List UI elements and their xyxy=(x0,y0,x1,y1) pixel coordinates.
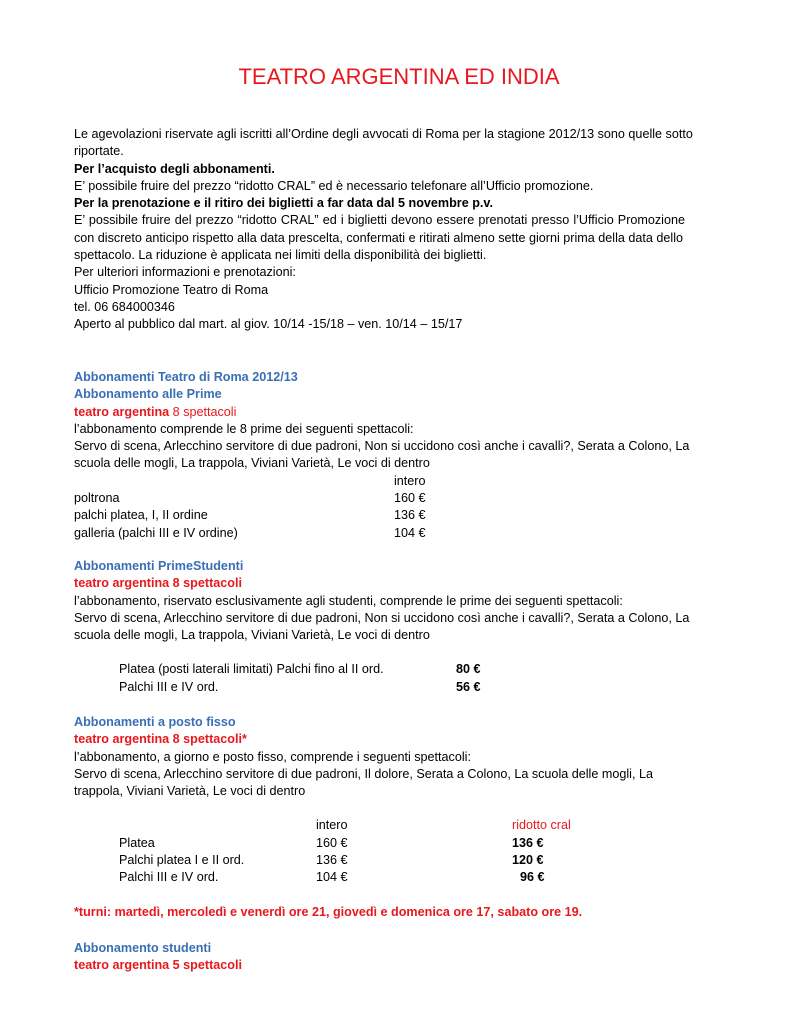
shows-list: trappola, Viviani Varietà, Le voci di dentro xyxy=(74,784,306,799)
intro-text: E’ possibile fruire del prezzo “ridotto CRAL” ed è necessario telefonare all’Ufficio promozione. xyxy=(74,178,594,193)
price-label: galleria (palchi III e IV ordine) xyxy=(74,525,238,540)
price-row xyxy=(74,679,724,696)
price-ridotto: 120 € xyxy=(512,853,544,868)
venue-line: teatro argentina 5 spettacoli xyxy=(74,958,242,973)
intro-text: con discreto anticipo rispetto alla data prescelta, confermati e ritirati almeno sette giorni prima della data dello xyxy=(74,230,684,245)
intro-text: Le agevolazioni riservate agli iscritti all’Ordine degli avvocati di Roma per la stagione 2012/13 sono quelle sotto xyxy=(74,127,693,141)
shows-list: Servo di scena, Arlecchino servitore di due padroni, Non si uccidono così anche i cavalli?, Serata a Colono, La xyxy=(74,610,690,625)
intro-text: spettacolo. La riduzione è applicata nei limiti della disponibilità dei biglietti. xyxy=(74,248,487,263)
section-prime-studenti xyxy=(74,558,724,696)
intro-heading: Per la prenotazione e il ritiro dei biglietti a far data dal 5 novembre p.v. xyxy=(74,196,493,211)
price-label: Platea xyxy=(119,835,155,850)
price-ridotto: 96 € xyxy=(520,870,545,885)
price-row xyxy=(74,852,724,869)
col-intero: intero xyxy=(316,818,348,833)
venue-line xyxy=(74,404,724,421)
price-row xyxy=(74,490,724,507)
shows-list: Servo di scena, Arlecchino servitore di due padroni, Non si uccidono così anche i cavalli?, Serata a Colono, La xyxy=(74,439,690,454)
turni-note: *turni: martedì, mercoledì e venerdì ore 21, giovedì e domenica ore 17, sabato ore 19. xyxy=(74,904,583,919)
venue-line: teatro argentina 8 spettacoli xyxy=(74,576,242,591)
venue-line: teatro argentina 8 spettacoli* xyxy=(74,732,247,747)
intro-text: tel. 06 684000346 xyxy=(74,299,175,314)
price-header-row xyxy=(74,473,724,490)
section-desc: l’abbonamento comprende le 8 prime dei seguenti spettacoli: xyxy=(74,421,414,436)
price-row xyxy=(74,507,724,524)
price-value: 56 € xyxy=(456,679,481,694)
shows-list: scuola delle mogli, La trappola, Viviani Varietà, Le voci di dentro xyxy=(74,456,430,471)
shows-list: scuola delle mogli, La trappola, Viviani Varietà, Le voci di dentro xyxy=(74,628,430,643)
section-studenti xyxy=(74,940,724,975)
venue-name: teatro argentina xyxy=(74,404,170,419)
document-title: TEATRO ARGENTINA ED INDIA xyxy=(238,64,560,89)
section-posto-fisso xyxy=(74,714,724,921)
price-value: 136 € xyxy=(394,508,426,523)
intro-text: Aperto al pubblico dal mart. al giov. 10/14 -15/18 – ven. 10/14 – 15/17 xyxy=(74,317,463,332)
price-ridotto: 136 € xyxy=(512,835,544,850)
price-row xyxy=(74,869,724,886)
price-label: palchi platea, I, II ordine xyxy=(74,508,208,523)
price-label: Platea (posti laterali limitati) Palchi fino al II ord. xyxy=(119,662,384,677)
intro-text: Per ulteriori informazioni e prenotazioni: xyxy=(74,265,296,280)
price-label: poltrona xyxy=(74,491,120,506)
price-value: 104 € xyxy=(394,525,426,540)
price-label: Palchi platea I e II ord. xyxy=(119,853,245,868)
venue-count: 8 spettacoli xyxy=(169,404,237,419)
shows-list: Servo di scena, Arlecchino servitore di due padroni, Il dolore, Serata a Colono, La scuola delle mogli, La xyxy=(74,766,653,781)
price-label: Palchi III e IV ord. xyxy=(119,870,219,885)
intro-text: E’ possibile fruire del prezzo “ridotto CRAL” ed i biglietti devono essere prenotati presso l’Ufficio Promozione xyxy=(74,213,685,228)
price-row xyxy=(74,525,724,542)
price-value: 80 € xyxy=(456,662,481,677)
intro-text: riportate. xyxy=(74,144,124,159)
section-heading: Abbonamenti Teatro di Roma 2012/13 xyxy=(74,370,298,384)
price-intero: 160 € xyxy=(316,835,348,850)
col-ridotto: ridotto cral xyxy=(512,818,571,833)
section-heading: Abbonamenti a posto fisso xyxy=(74,715,236,729)
section-desc: l’abbonamento, a giorno e posto fisso, comprende i seguenti spettacoli: xyxy=(74,749,471,764)
price-header-row xyxy=(74,817,724,834)
price-intero: 136 € xyxy=(316,853,348,868)
price-row xyxy=(74,661,724,678)
intro-heading: Per l’acquisto degli abbonamenti. xyxy=(74,161,275,176)
price-value: 160 € xyxy=(394,491,426,506)
price-intero: 104 € xyxy=(316,870,348,885)
section-heading: Abbonamenti PrimeStudenti xyxy=(74,559,244,573)
price-row xyxy=(74,835,724,852)
section-prime xyxy=(74,369,724,542)
price-label: Palchi III e IV ord. xyxy=(119,679,219,694)
col-intero: intero xyxy=(394,473,426,488)
intro-section xyxy=(74,126,724,334)
intro-text: Ufficio Promozione Teatro di Roma xyxy=(74,282,269,297)
section-subheading: Abbonamento alle Prime xyxy=(74,387,222,402)
section-heading: Abbonamento studenti xyxy=(74,941,212,955)
section-desc: l’abbonamento, riservato esclusivamente agli studenti, comprende le prime dei seguenti spettacoli: xyxy=(74,593,623,608)
